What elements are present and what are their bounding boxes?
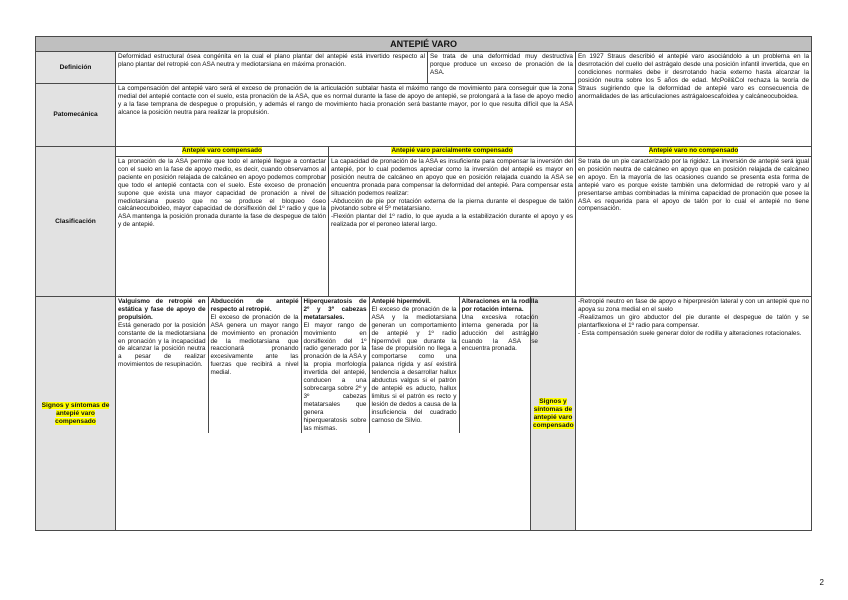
clasificacion-parcial-text: La capacidad de pronación de la ASA es insuficiente para compensar la inversión del antepié, por lo cual podemos apreciar como la inversión del antepié es mayor en posición neutra de calcáneo en apoyo que en posición relajada cuando la ASA se encuentra pronada para compensar la deformidad del antepié. Para compensar esta situación podemos realizar: (331, 158, 573, 197)
page-number: 2 (819, 578, 824, 587)
signo-valguismo-body: Está generado por la posición constante de la mediotarsiana en pronación y la incapacidad de alcanzar la posición neutra a pesar de realizar movimientos de resupinación. (118, 321, 206, 369)
signos-right-item: - Esta compensación suele generar dolor de rodilla y alteraciones rotacionales. (578, 329, 802, 337)
antepie-varo-table (35, 36, 812, 531)
signos-cells (116, 297, 538, 531)
signo-hipermovil-body: El exceso de pronación de la ASA y la mediotarsiana generan un comportamiento de antepié y 1º radio hipermóvil que durante la fase de propulsión no llega a comportarse como una palanca rígida y así existirá tendencia a desarrollar hallux abductus valgus si el patrón de antepié es aducto, hallux limitus si el patrón es recto y lesión de dedos a causa de la insuficiencia del cuadrado carnoso de Silvio. (371, 305, 457, 424)
signo-hipermovil (369, 297, 459, 433)
definicion-cell-3: En 1927 Straus describió el antepié varo asociándolo a un problema en la desrrotación del cuello del astrágalo desde una posición infantil invertida, que en condiciones normales debe ir desrrotando hacia externo hasta alcanzar la posición neutra sobre los 5 años de edad. McPoil&Col rechaza la teoría de Straus sugiriendo que la deformidad de antepié varo es consecuencia de anormalidades de las articulaciones astrágaloescafoidea y calcáneocuboidea. (576, 52, 812, 147)
clasificacion-header-parcial (329, 147, 576, 157)
signo-valguismo-title: Valguismo de retropié en estática y fase de apoyo de propulsión. (118, 298, 206, 321)
clasificacion-header-compensado (116, 147, 329, 157)
row-label-clasificacion: Clasificación (36, 147, 116, 297)
signos-inner-table (116, 297, 540, 433)
row-label-definicion: Definición (36, 52, 116, 84)
signo-rodilla (459, 297, 540, 433)
signo-hiperqueratosis-title: Hiperqueratosis de 2º y 3º cabezas metatarsales. (303, 298, 367, 321)
row-label-signos (36, 297, 116, 531)
clasificacion-parcial-item-2: -Flexión plantar del 1º radio, lo que ayuda a la estabilización durante el apoyo y es realizada por el peroneo lateral largo. (331, 213, 573, 229)
definicion-cell-2: Se trata de una deformidad muy destructiva porque produce un exceso de pronación de la ASA. (428, 52, 576, 84)
signo-abduccion (208, 297, 301, 433)
patomecanica-text: La compensación del antepié varo será el exceso de pronación de la articulación subtalar hasta el máximo rango de movimiento para conseguir que la zona medial del antepié contacte con el suelo, esta pronación de la ASA, que es normal durante la fase de apoyo de antepié, se prolongará a la fase de apoyo medio y a la fase temprana de despegue o propulsión, y además el rango de movimiento hacia pronación será bastante mayor, por lo que resulta difícil que la ASA alcance la posición neutra para realizar la propulsión. (116, 84, 576, 147)
signo-rodilla-title: Alteraciones en la rodilla por rotación interna. (461, 298, 538, 313)
signo-valguismo (116, 297, 208, 433)
document-sheet (35, 36, 811, 531)
signo-abduccion-title: Abducción de antepié respecto al retropié. (210, 298, 299, 313)
row-label-patomecanica: Patomecánica (36, 84, 116, 147)
signo-abduccion-body: El exceso de pronación de la ASA genera un mayor rango de movimiento en pronación de la mediotarsiana que reaccionará pronando excesivamente ante las fuerzas que recibirá a nivel medial. (210, 313, 299, 377)
row-label-signos-right-text: Signos y síntomas de antepié varo compensado (533, 397, 574, 429)
table-title: ANTEPIÉ VARO (36, 37, 812, 52)
clasificacion-header-no-compensado-label: Antepié varo no compensado (648, 147, 739, 154)
clasificacion-header-compensado-label: Antepié varo compensado (182, 147, 262, 154)
signos-right-list (576, 297, 812, 531)
clasificacion-header-parcial-label: Antepié varo parcialmente compensado (391, 147, 513, 154)
definicion-cell-1: Deformidad estructural ósea congénita en la cual el plano plantar del antepié está invertido respecto al plano plantar del retropié con ASA neutra y mediotarsiana en máxima pronación. (116, 52, 428, 84)
row-label-signos-text: Signos y síntomas de antepié varo compensado (41, 401, 110, 425)
signo-hiperqueratosis (301, 297, 369, 433)
signos-right-item: -Retropié neutro en fase de apoyo e hiperpresión lateral y con un antepié que no apoya su zona medial en el suelo (578, 298, 810, 313)
clasificacion-parcial-cell (329, 157, 576, 297)
clasificacion-compensado-text: La pronación de la ASA permite que todo el antepié llegue a contactar con el suelo en la fase de apoyo medio, es decir, cuando observamos al paciente en posición relajada de calcáneo en apoyo podemos comprobar que todo el antepié contacta con el suelo. Este exceso de pronación supone que exista una mayor capacidad de pronación a nivel de mediotarsiana puesto que no se produce el bloqueo óseo calcáneocuboideo, mayor capacidad de dorsiflexión del 1º radio y que la ASA mantenga la posición pronada durante la fase de despegue de talón y de antepié. (116, 157, 329, 297)
signo-hipermovil-title: Antepié hipermóvil. (371, 298, 431, 305)
signos-right-item: -Realizamos un giro abductor del pie durante el despegue de talón y se plantarflexiona el 1º radio para compensar. (578, 313, 810, 329)
clasificacion-no-compensado-text: Se trata de un pie caracterizado por la rigidez. La inversión de antepié será igual en posición neutra de calcáneo en apoyo que en posición relajada de calcáneo en apoyo. En la mayoría de las ocasiones cuando se presenta esta forma de antepié varo es porque existe también una deformidad de retropié varo y al presentarse ambas combinadas la mínima capacidad de pronación que posee la ASA es requerida para el apoyo de talón por lo cual el antepié no tiene compensación. (576, 157, 812, 297)
clasificacion-parcial-item-1: -Abducción de pie por rotación externa de la pierna durante el despegue de talón pivotando sobre el 5º metatarsiano. (331, 197, 573, 213)
signo-rodilla-body: Una excesiva rotación interna generada por la aducción del astrágalo cuando la ASA se encuentra pronada. (461, 313, 538, 353)
signo-hiperqueratosis-body: El mayor rango de movimiento en dorsiflexión del 1º radio generado por la pronación de la ASA y la propia morfología invertida del antepié, conducen a una sobrecarga sobre 2º y 3º cabezas metatarsales que genera hiperqueratosis sobre las mismas. (303, 321, 367, 432)
clasificacion-header-no-compensado (576, 147, 812, 157)
